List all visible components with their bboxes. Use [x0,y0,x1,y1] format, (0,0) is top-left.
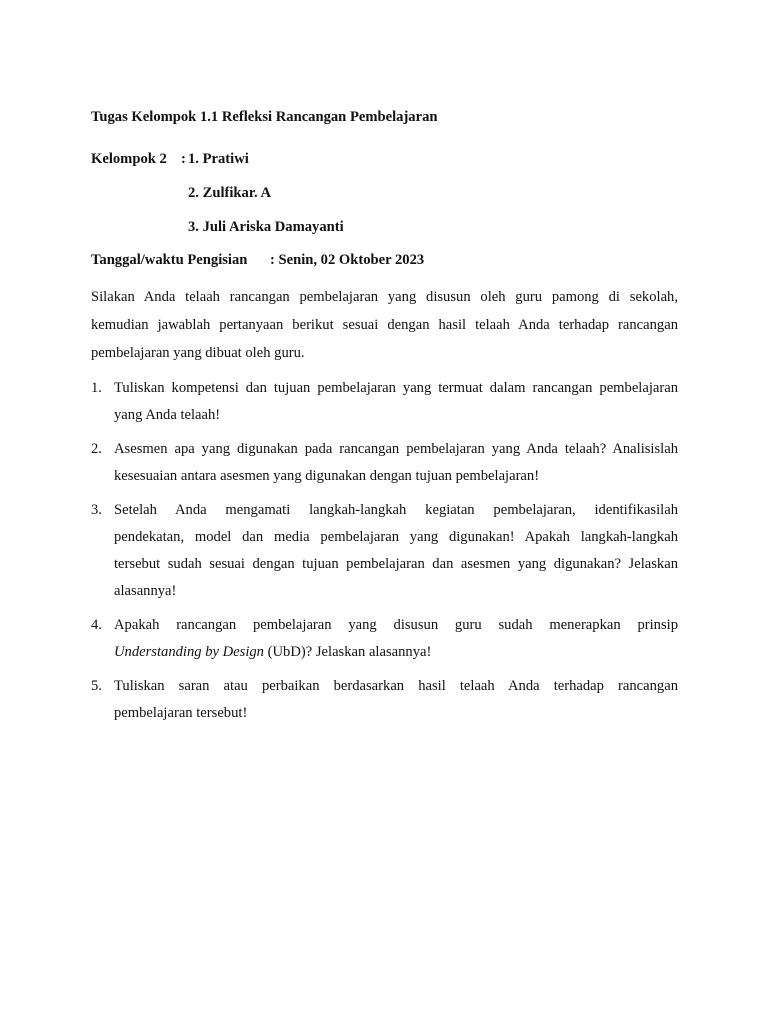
question-line: Asesmen apa yang digunakan pada rancangan pembelajaran yang Anda telaah? Analisislah [114,441,678,457]
question-line: alasannya! [114,583,177,599]
group-label: Kelompok 2 [91,151,167,167]
group-colon: : [181,151,186,167]
group-member-3: 3. Juli Ariska Damayanti [188,219,344,235]
date-value: : Senin, 02 Oktober 2023 [270,252,425,268]
question-line: Tuliskan saran atau perbaikan berdasarkan hasil telaah Anda terhadap rancangan [114,678,678,694]
group-member-2: 2. Zulfikar. A [188,185,271,201]
question-line: Tuliskan kompetensi dan tujuan pembelajaran yang termuat dalam rancangan pembelajaran [114,380,678,396]
question-line: Setelah Anda mengamati langkah-langkah kegiatan pembelajaran, identifikasilah [114,502,678,518]
question-item [91,673,678,727]
intro-paragraph [91,283,678,367]
question-list [91,375,678,734]
question-line: pendekatan, model dan media pembelajaran yang digunakan! Apakah langkah-langkah [114,529,678,545]
question-number: 1. [91,380,102,396]
question-number: 3. [91,502,102,518]
document-title: Tugas Kelompok 1.1 Refleksi Rancangan Pembelajaran [91,109,438,125]
intro-line: Silakan Anda telaah rancangan pembelajaran yang disusun oleh guru pamong di sekolah, [91,289,678,305]
question-item [91,612,678,666]
ubd-italic-term: Understanding by Design [114,644,264,660]
question-line: tersebut sudah sesuai dengan tujuan pembelajaran dan asesmen yang digunakan? Jelaskan [114,556,678,572]
question-item [91,375,678,429]
intro-line: kemudian jawablah pertanyaan berikut sesuai dengan hasil telaah Anda terhadap rancangan [91,317,678,333]
question-line: yang Anda telaah! [114,407,221,423]
question-line: Apakah rancangan pembelajaran yang disusun guru sudah menerapkan prinsip [114,617,678,633]
question-line: pembelajaran tersebut! [114,705,248,721]
question-number: 5. [91,678,102,694]
question-item [91,497,678,605]
date-label: Tanggal/waktu Pengisian [91,252,248,268]
intro-line: pembelajaran yang dibuat oleh guru. [91,345,305,361]
question-item [91,436,678,490]
question-line: kesesuaian antara asesmen yang digunakan dengan tujuan pembelajaran! [114,468,540,484]
group-member-1: 1. Pratiwi [188,151,249,167]
question-number: 4. [91,617,102,633]
question-number: 2. [91,441,102,457]
question-line-rest: (UbD)? Jelaskan alasannya! [263,644,432,660]
question-line [114,639,678,666]
